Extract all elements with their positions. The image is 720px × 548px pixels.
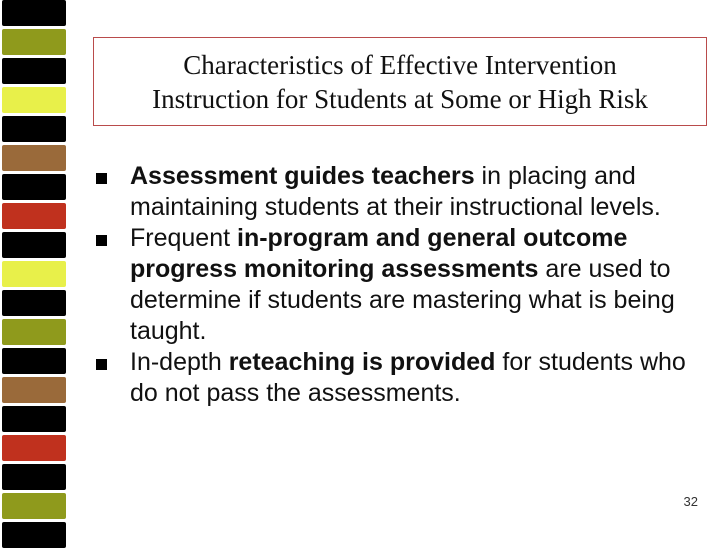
stripe-block [2,0,66,26]
stripe-block [2,232,66,258]
bullet-item [90,223,710,347]
stripe-block [2,406,66,432]
square-bullet-icon [96,359,107,370]
page-number: 32 [683,494,698,509]
stripe-block [2,377,66,403]
stripe-block [2,58,66,84]
stripe-block [2,493,66,519]
bullet-list [90,161,710,409]
stripe-block [2,348,66,374]
slide-title-line-2: Instruction for Students at Some or High Risk [152,83,648,114]
bullet-text: In-depth [130,348,229,376]
stripe-block [2,29,66,55]
stripe-block [2,174,66,200]
bullet-item [90,161,710,223]
bullet-bold-text: in-program and general outcome progress monitoring assessments [130,224,628,283]
stripe-block [2,261,66,287]
bullet-text: are used to determine if students are mastering what is being taught. [130,255,675,345]
bullet-bold-text: reteaching is provided [228,348,496,376]
square-bullet-icon [96,235,107,246]
bullet-text: for students who do not pass the assessments. [130,348,686,407]
slide-title-box [93,37,707,126]
slide-title-line-1: Characteristics of Effective Intervention [183,49,617,80]
stripe-block [2,145,66,171]
bullet-text: in placing and maintaining students at their instructional levels. [130,162,661,221]
bullet-item [90,347,710,409]
stripe-block [2,116,66,142]
stripe-block [2,87,66,113]
stripe-block [2,203,66,229]
decorative-stripe [0,0,70,540]
stripe-block [2,435,66,461]
stripe-block [2,464,66,490]
stripe-block [2,319,66,345]
square-bullet-icon [96,173,107,184]
stripe-block [2,290,66,316]
stripe-block [2,522,66,548]
bullet-text: Frequent [130,224,238,252]
bullet-bold-text: Assessment guides teachers [130,162,475,190]
